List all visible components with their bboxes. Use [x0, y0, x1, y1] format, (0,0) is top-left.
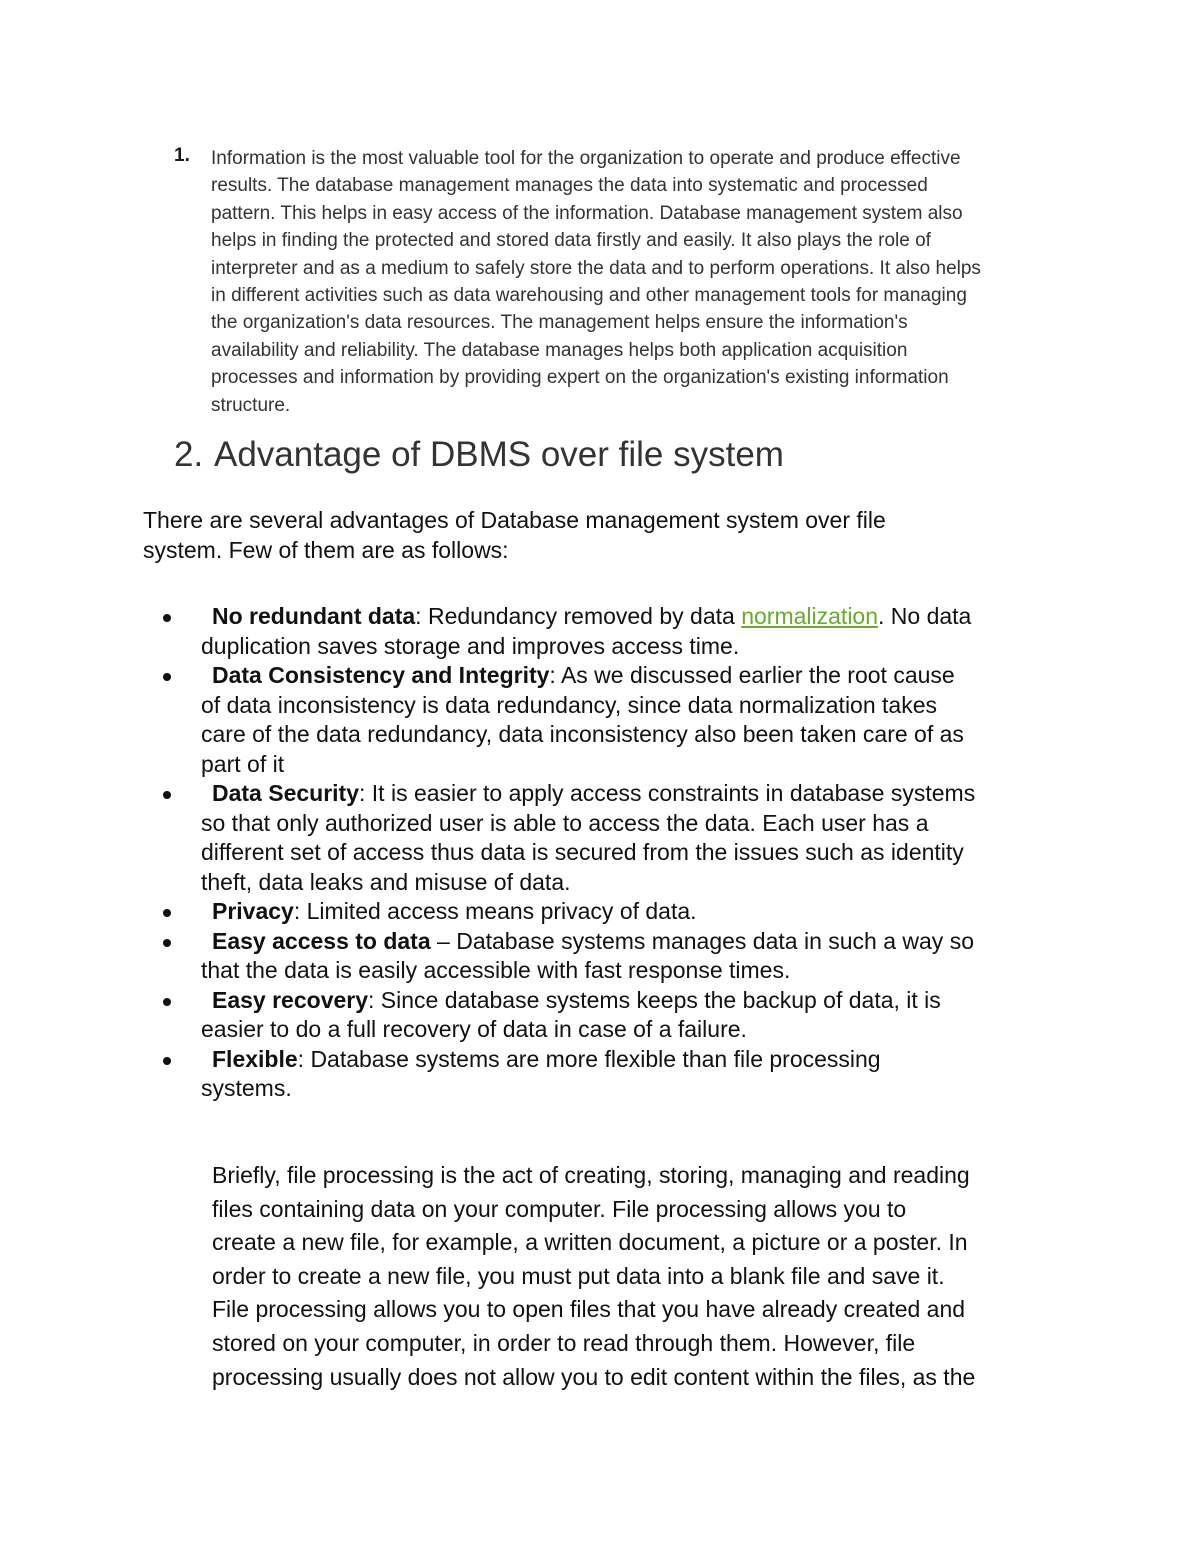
bullet-icon [163, 673, 171, 681]
paragraph-line: availability and reliability. The database manages helps both application acquisition [211, 339, 908, 361]
list-item [160, 779, 1080, 897]
closing-paragraph [212, 1159, 975, 1394]
normalization-link[interactable]: normalization [741, 603, 879, 629]
paragraph-line: Briefly, file processing is the act of creating, storing, managing and reading [212, 1162, 970, 1188]
item-text: so that only authorized user is able to access the data. Each user has a [201, 809, 929, 836]
paragraph-line: stored on your computer, in order to read through them. However, file [212, 1329, 916, 1356]
paragraph-line: create a new file, for example, a written document, a picture or a poster. In [212, 1229, 968, 1256]
paragraph-line: interpreter and as a medium to safely store the data and to perform operations. It also helps [211, 257, 981, 279]
bullet-icon [163, 791, 171, 799]
item-separator: : [368, 986, 381, 1013]
item-text: of data inconsistency is data redundancy, since data normalization takes [201, 691, 937, 718]
item-text: It is easier to apply access constraints in database systems [371, 780, 976, 806]
item-separator: : [359, 780, 372, 806]
item-text: different set of access thus data is secured from the issues such as identity [201, 839, 964, 865]
bullet-icon [163, 1057, 171, 1065]
list-item [160, 986, 1080, 1045]
item-separator: : [297, 1045, 311, 1072]
intro-line: There are several advantages of Database management system over file [143, 507, 886, 533]
paragraph-line: helps in finding the protected and stored data firstly and easily. It also plays the role of [211, 230, 931, 252]
item-term: Easy recovery [212, 986, 369, 1013]
list-item [160, 897, 1080, 927]
bullet-icon [163, 939, 171, 947]
paragraph-line: in different activities such as data warehousing and other management tools for managing [211, 285, 967, 307]
item-text: Since database systems keeps the backup of data, it is [380, 986, 941, 1013]
paragraph-line: structure. [211, 394, 291, 416]
list-item [160, 602, 1080, 661]
item-text: theft, data leaks and misuse of data. [201, 868, 571, 895]
item-separator: – [430, 927, 457, 954]
paragraph-line: files containing data on your computer. File processing allows you to [212, 1195, 907, 1222]
item-term: Easy access to data [212, 927, 431, 954]
item-text: that the data is easily accessible with fast response times. [201, 957, 791, 983]
item-term: Data Consistency and Integrity [212, 662, 550, 688]
bullet-icon [163, 614, 171, 622]
item-separator: : [293, 898, 307, 924]
list-item [160, 927, 1080, 986]
paragraph-line: Information is the most valuable tool for the organization to operate and produce effective [211, 148, 961, 169]
section-heading [174, 435, 784, 475]
item-text: duplication saves storage and improves access time. [201, 632, 740, 659]
paragraph-line: the organization's data resources. The management helps ensure the information's [211, 312, 908, 334]
item-text: Database systems are more flexible than file processing [310, 1045, 881, 1072]
item-term: Flexible [212, 1045, 298, 1072]
item-term: No redundant data [212, 603, 416, 629]
paragraph-line: File processing allows you to open files that you have already created and [212, 1296, 966, 1323]
item-number: 1. [174, 145, 190, 166]
item-term: Data Security [212, 780, 360, 806]
item-separator: : [549, 662, 561, 688]
list-item [160, 1045, 1080, 1104]
item-text: As we discussed earlier the root cause [560, 662, 955, 688]
intro-paragraph [143, 505, 886, 565]
heading-number: 2. [174, 435, 204, 474]
item-text: Limited access means privacy of data. [306, 898, 697, 924]
intro-line: system. Few of them are as follows: [143, 537, 509, 563]
item-paragraph [211, 145, 1051, 419]
item-separator: : [415, 603, 428, 629]
bullet-icon [163, 998, 171, 1006]
heading-text: Advantage of DBMS over file system [214, 435, 784, 474]
item-text: easier to do a full recovery of data in case of a failure. [201, 1016, 747, 1042]
item-term: Privacy [212, 898, 294, 924]
paragraph-line: pattern. This helps in easy access of the information. Database management system also [211, 202, 963, 224]
list-item [160, 661, 1080, 779]
item-text: Database systems manages data in such a way so [456, 927, 974, 954]
paragraph-line: order to create a new file, you must put data into a blank file and save it. [212, 1262, 945, 1289]
item-text: part of it [201, 750, 285, 777]
bullet-icon [163, 909, 171, 917]
item-text: . No data [878, 603, 972, 629]
paragraph-line: processing usually does not allow you to edit content within the files, as the [212, 1363, 976, 1390]
paragraph-line: processes and information by providing expert on the organization's existing information [211, 367, 949, 389]
item-text: systems. [201, 1075, 292, 1101]
item-text: Redundancy removed by data [427, 603, 742, 629]
advantages-list [160, 602, 1080, 1104]
paragraph-line: results. The database management manages the data into systematic and processed [211, 175, 928, 197]
item-text: care of the data redundancy, data inconsistency also been taken care of as [201, 721, 964, 747]
